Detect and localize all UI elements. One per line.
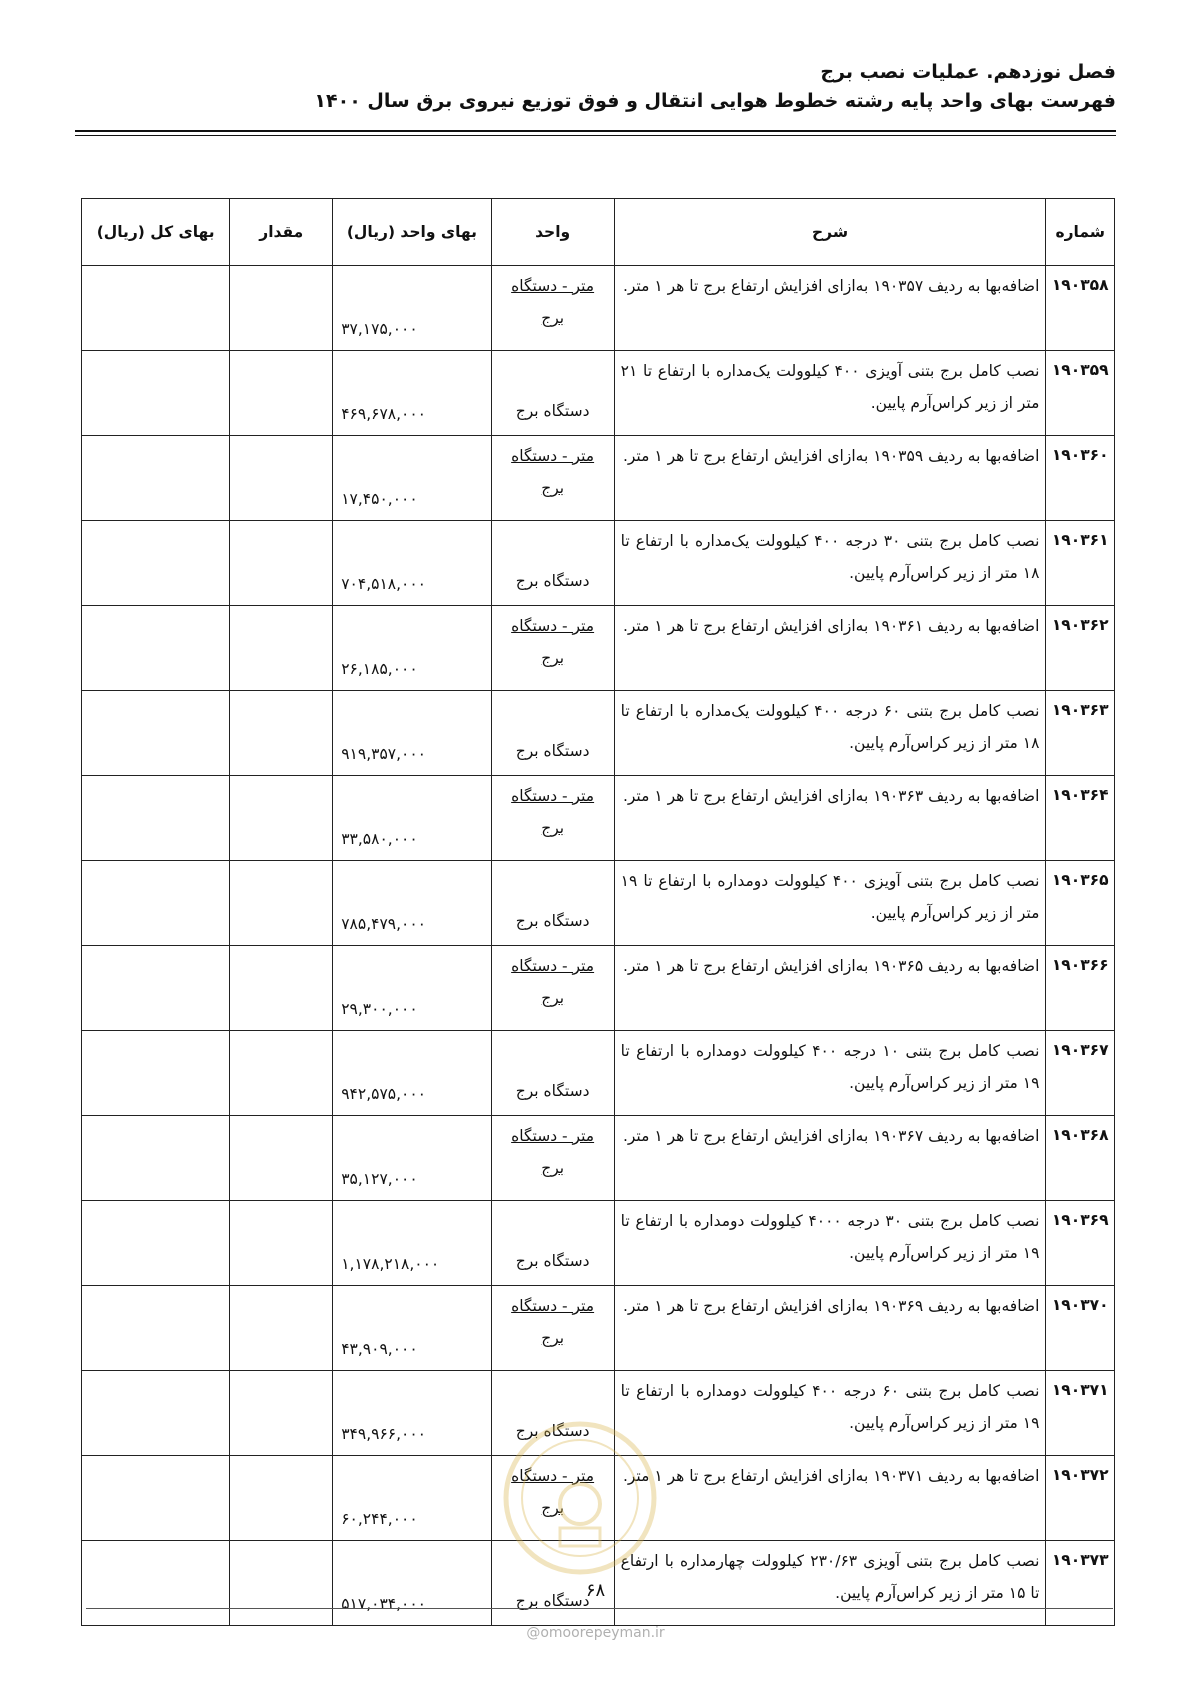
row-unit-price: ۴۳,۹۰۹,۰۰۰ — [333, 1286, 491, 1371]
row-description: نصب کامل برج بتنی ۳۰ درجه ۴۰۰۰ کیلوولت دومداره با ارتفاع تا ۱۹ متر از زیر کراس‌آرم پایین. — [614, 1201, 1046, 1286]
row-unit-line1: متر - دستگاه — [511, 957, 595, 975]
row-total-price — [82, 266, 230, 351]
row-unit-price: ۵۱۷,۰۳۴,۰۰۰ — [333, 1541, 491, 1626]
table-row — [82, 1031, 1115, 1116]
row-unit — [491, 1201, 614, 1286]
table-row — [82, 861, 1115, 946]
table-row — [82, 351, 1115, 436]
row-unit-price: ۳۳,۵۸۰,۰۰۰ — [333, 776, 491, 861]
row-description: اضافه‌بها به ردیف ۱۹۰۳۵۹ به‌ازای افزایش ارتفاع برج تا هر ۱ متر. — [614, 436, 1046, 521]
row-unit — [491, 521, 614, 606]
row-unit-price: ۳۵,۱۲۷,۰۰۰ — [333, 1116, 491, 1201]
row-unit-line1: متر - دستگاه — [511, 787, 595, 805]
row-description: نصب کامل برج بتنی ۱۰ درجه ۴۰۰ کیلوولت دومداره با ارتفاع تا ۱۹ متر از زیر کراس‌آرم پایین. — [614, 1031, 1046, 1116]
row-unit-price: ۳۷,۱۷۵,۰۰۰ — [333, 266, 491, 351]
row-description: اضافه‌بها به ردیف ۱۹۰۳۶۱ به‌ازای افزایش ارتفاع برج تا هر ۱ متر. — [614, 606, 1046, 691]
website-watermark: @omoorepeyman.ir — [526, 1625, 665, 1641]
row-quantity — [230, 1201, 333, 1286]
row-quantity — [230, 691, 333, 776]
price-list-table — [81, 198, 1115, 1626]
row-unit-line1: متر - دستگاه — [511, 447, 595, 465]
row-unit-line1: متر - دستگاه — [511, 1467, 595, 1485]
row-unit — [491, 861, 614, 946]
header-unit-price: بهای واحد (ریال) — [333, 199, 491, 266]
row-unit — [491, 266, 614, 351]
header-unit: واحد — [491, 199, 614, 266]
row-unit-line2: برج — [541, 989, 565, 1007]
row-description: نصب کامل برج بتنی ۶۰ درجه ۴۰۰ کیلوولت دومداره با ارتفاع تا ۱۹ متر از زیر کراس‌آرم پایین. — [614, 1371, 1046, 1456]
table-row — [82, 1286, 1115, 1371]
row-description: اضافه‌بها به ردیف ۱۹۰۳۶۷ به‌ازای افزایش ارتفاع برج تا هر ۱ متر. — [614, 1116, 1046, 1201]
row-unit-line1: متر - دستگاه — [511, 1297, 595, 1315]
row-quantity — [230, 521, 333, 606]
row-unit — [491, 606, 614, 691]
row-unit-price: ۴۶۹,۶۷۸,۰۰۰ — [333, 351, 491, 436]
row-quantity — [230, 1371, 333, 1456]
row-total-price — [82, 1371, 230, 1456]
header-quantity: مقدار — [230, 199, 333, 266]
row-quantity — [230, 1456, 333, 1541]
row-unit-line1: دستگاه برج — [515, 1422, 590, 1440]
row-unit-line1: دستگاه برج — [515, 912, 590, 930]
row-total-price — [82, 1116, 230, 1201]
header-description: شرح — [614, 199, 1046, 266]
row-code: ۱۹۰۳۷۲ — [1046, 1456, 1115, 1541]
row-code: ۱۹۰۳۶۷ — [1046, 1031, 1115, 1116]
row-unit — [491, 351, 614, 436]
row-unit — [491, 1286, 614, 1371]
row-unit-price: ۲۶,۱۸۵,۰۰۰ — [333, 606, 491, 691]
footer-divider — [86, 1608, 1113, 1609]
table-row — [82, 1201, 1115, 1286]
row-unit — [491, 776, 614, 861]
row-quantity — [230, 946, 333, 1031]
row-code: ۱۹۰۳۶۱ — [1046, 521, 1115, 606]
row-total-price — [82, 521, 230, 606]
row-description: اضافه‌بها به ردیف ۱۹۰۳۷۱ به‌ازای افزایش ارتفاع برج تا هر ۱ متر. — [614, 1456, 1046, 1541]
row-code: ۱۹۰۳۶۶ — [1046, 946, 1115, 1031]
table-row — [82, 946, 1115, 1031]
row-total-price — [82, 1031, 230, 1116]
row-total-price — [82, 1456, 230, 1541]
row-quantity — [230, 1116, 333, 1201]
row-description: اضافه‌بها به ردیف ۱۹۰۳۶۳ به‌ازای افزایش ارتفاع برج تا هر ۱ متر. — [614, 776, 1046, 861]
row-description: اضافه‌بها به ردیف ۱۹۰۳۶۹ به‌ازای افزایش ارتفاع برج تا هر ۱ متر. — [614, 1286, 1046, 1371]
header-divider — [75, 130, 1116, 136]
row-unit-line1: متر - دستگاه — [511, 1127, 595, 1145]
row-code: ۱۹۰۳۶۰ — [1046, 436, 1115, 521]
table-row — [82, 436, 1115, 521]
row-code: ۱۹۰۳۶۹ — [1046, 1201, 1115, 1286]
row-description: نصب کامل برج بتنی ۳۰ درجه ۴۰۰ کیلوولت یک‌مداره با ارتفاع تا ۱۸ متر از زیر کراس‌آرم پایین. — [614, 521, 1046, 606]
table-row — [82, 606, 1115, 691]
row-unit-line2: برج — [541, 309, 565, 327]
row-unit — [491, 436, 614, 521]
row-quantity — [230, 606, 333, 691]
page-header — [75, 58, 1116, 116]
row-quantity — [230, 266, 333, 351]
row-unit-price: ۷۰۴,۵۱۸,۰۰۰ — [333, 521, 491, 606]
row-quantity — [230, 776, 333, 861]
table-row — [82, 521, 1115, 606]
row-unit-line1: متر - دستگاه — [511, 617, 595, 635]
row-unit-price: ۱۷,۴۵۰,۰۰۰ — [333, 436, 491, 521]
row-unit-price: ۳۴۹,۹۶۶,۰۰۰ — [333, 1371, 491, 1456]
row-total-price — [82, 1286, 230, 1371]
row-code: ۱۹۰۳۷۰ — [1046, 1286, 1115, 1371]
row-total-price — [82, 691, 230, 776]
row-code: ۱۹۰۳۶۵ — [1046, 861, 1115, 946]
header-total-price: بهای کل (ریال) — [82, 199, 230, 266]
row-unit-price: ۹۱۹,۳۵۷,۰۰۰ — [333, 691, 491, 776]
row-unit-line1: دستگاه برج — [515, 742, 590, 760]
table-row — [82, 1116, 1115, 1201]
seal-watermark — [500, 1418, 660, 1578]
row-unit — [491, 946, 614, 1031]
row-total-price — [82, 776, 230, 861]
row-unit — [491, 1031, 614, 1116]
row-code: ۱۹۰۳۶۴ — [1046, 776, 1115, 861]
row-quantity — [230, 861, 333, 946]
table-header-row — [82, 199, 1115, 266]
row-description: اضافه‌بها به ردیف ۱۹۰۳۵۷ به‌ازای افزایش ارتفاع برج تا هر ۱ متر. — [614, 266, 1046, 351]
document-title: فهرست بهای واحد پایه رشته خطوط هوایی انتقال و فوق توزیع نیروی برق سال ۱۴۰۰ — [314, 90, 1116, 112]
row-code: ۱۹۰۳۵۹ — [1046, 351, 1115, 436]
table-row — [82, 776, 1115, 861]
row-unit-line1: دستگاه برج — [515, 1252, 590, 1270]
row-unit-line1: دستگاه برج — [515, 572, 590, 590]
row-unit-line2: برج — [541, 1499, 565, 1517]
row-code: ۱۹۰۳۶۳ — [1046, 691, 1115, 776]
row-unit-line1: دستگاه برج — [515, 1592, 590, 1610]
row-unit-price: ۲۹,۳۰۰,۰۰۰ — [333, 946, 491, 1031]
header-code: شماره — [1046, 199, 1115, 266]
row-code: ۱۹۰۳۷۳ — [1046, 1541, 1115, 1626]
row-description: نصب کامل برج بتنی آویزی ۲۳۰/۶۳ کیلوولت چهارمداره با ارتفاع تا ۱۵ متر از زیر کراس‌آرم پایین. — [614, 1541, 1046, 1626]
row-code: ۱۹۰۳۶۲ — [1046, 606, 1115, 691]
row-quantity — [230, 436, 333, 521]
row-unit-line2: برج — [541, 649, 565, 667]
row-total-price — [82, 946, 230, 1031]
row-total-price — [82, 436, 230, 521]
row-quantity — [230, 1031, 333, 1116]
table-row — [82, 266, 1115, 351]
page-number: ۶۸ — [585, 1580, 606, 1601]
row-unit — [491, 691, 614, 776]
row-unit-line1: متر - دستگاه — [511, 277, 595, 295]
row-unit-line2: برج — [541, 479, 565, 497]
row-description: نصب کامل برج بتنی آویزی ۴۰۰ کیلوولت دومداره با ارتفاع تا ۱۹ متر از زیر کراس‌آرم پایین. — [614, 861, 1046, 946]
table-row — [82, 691, 1115, 776]
row-code: ۱۹۰۳۵۸ — [1046, 266, 1115, 351]
row-unit-price: ۹۴۲,۵۷۵,۰۰۰ — [333, 1031, 491, 1116]
row-unit-line2: برج — [541, 819, 565, 837]
row-description: نصب کامل برج بتنی آویزی ۴۰۰ کیلوولت یک‌مداره با ارتفاع تا ۲۱ متر از زیر کراس‌آرم پایین. — [614, 351, 1046, 436]
row-code: ۱۹۰۳۶۸ — [1046, 1116, 1115, 1201]
row-unit-price: ۶۰,۲۴۴,۰۰۰ — [333, 1456, 491, 1541]
row-unit-line1: دستگاه برج — [515, 402, 590, 420]
row-unit — [491, 1116, 614, 1201]
row-quantity — [230, 1286, 333, 1371]
row-quantity — [230, 351, 333, 436]
row-total-price — [82, 1201, 230, 1286]
row-total-price — [82, 351, 230, 436]
row-unit-line2: برج — [541, 1159, 565, 1177]
row-unit-line1: دستگاه برج — [515, 1082, 590, 1100]
row-total-price — [82, 606, 230, 691]
row-unit-line2: برج — [541, 1329, 565, 1347]
row-description: اضافه‌بها به ردیف ۱۹۰۳۶۵ به‌ازای افزایش ارتفاع برج تا هر ۱ متر. — [614, 946, 1046, 1031]
row-total-price — [82, 861, 230, 946]
row-code: ۱۹۰۳۷۱ — [1046, 1371, 1115, 1456]
row-unit-price: ۱,۱۷۸,۲۱۸,۰۰۰ — [333, 1201, 491, 1286]
row-unit-price: ۷۸۵,۴۷۹,۰۰۰ — [333, 861, 491, 946]
chapter-title: فصل نوزدهم. عملیات نصب برج — [820, 61, 1116, 83]
row-description: نصب کامل برج بتنی ۶۰ درجه ۴۰۰ کیلوولت یک‌مداره با ارتفاع تا ۱۸ متر از زیر کراس‌آرم پایین. — [614, 691, 1046, 776]
